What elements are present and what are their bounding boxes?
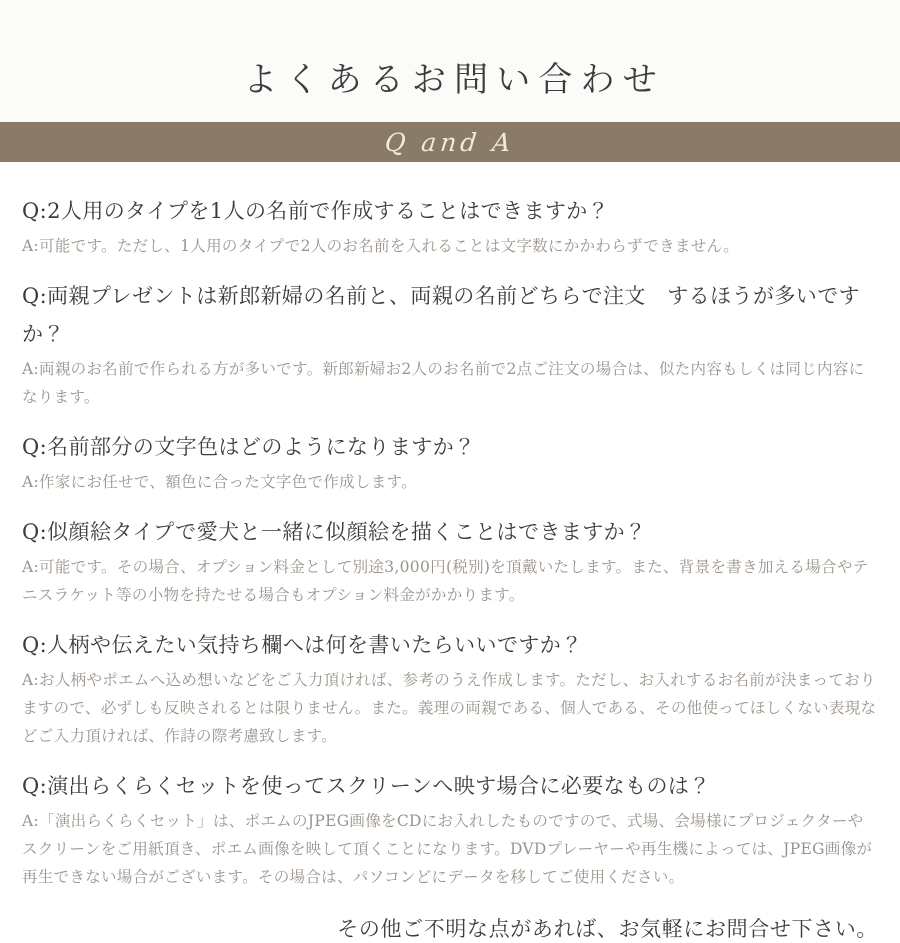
faq-item	[22, 513, 878, 609]
faq-item	[22, 767, 878, 891]
qa-banner-label: Q and A	[383, 127, 517, 157]
faq-question: Q:2人用のタイプを1人の名前で作成することはできますか？	[22, 199, 610, 223]
faq-item	[22, 626, 878, 750]
faq-item	[22, 277, 878, 411]
faq-question: Q:演出らくらくセットを使ってスクリーンへ映す場合に必要なものは？	[22, 774, 711, 798]
faq-question: Q:似顔絵タイプで愛犬と一緒に似顔絵を描くことはできますか？	[22, 520, 647, 544]
faq-answer: A:可能です。その場合、オプション料金として別途3,000円(税別)を頂戴いたします。また、背景を書き加える場合やテニスラケット等の小物を持たせる場合もオプション料金がかかります。	[22, 558, 869, 604]
faq-answer: A:両親のお名前で作られる方が多いです。新郎新婦お2人のお名前で2点ご注文の場合は、似た内容もしくは同じ内容になります。	[22, 360, 865, 406]
faq-answer: A:作家にお任せで、額色に合った文字色で作成します。	[22, 473, 417, 491]
faq-item	[22, 192, 878, 260]
page-title: よくあるお問い合わせ	[243, 60, 665, 100]
faq-answer: A:可能です。ただし、1人用のタイプで2人のお名前を入れることは文字数にかかわらずできません。	[22, 237, 740, 255]
qa-banner	[0, 122, 900, 162]
faq-question: Q:両親プレゼントは新郎新婦の名前と、両親の名前どちらで注文 するほうが多いですか？	[22, 284, 861, 346]
contact-note: その他ご不明な点があれば、お気軽にお問合せ下さい。	[337, 917, 878, 941]
faq-list	[0, 162, 900, 943]
faq-question: Q:名前部分の文字色はどのようになりますか？	[22, 435, 476, 459]
faq-answer: A:「演出らくらくセット」は、ポエムのJPEG画像をCDにお入れしたものですので、式場、会場様にプロジェクターやスクリーンをご用紙頂き、ポエム画像を映して頂くことになります。DVDプレーヤーや再生機によっては、JPEG画像が再生できない場合がございます。その場合は、パソコンどにデータを移してご使用ください。	[22, 812, 873, 886]
faq-item	[22, 428, 878, 496]
faq-answer: A:お人柄やポエムへ込め想いなどをご入力頂ければ、参考のうえ作成します。ただし、お入れするお名前が決まっておりますので、必ずしも反映されるとは限りません。また。義理の両親である、個人である、その他使ってほしくない表現などご入力頂ければ、作詩の際考慮致します。	[22, 671, 877, 745]
page-header	[0, 0, 900, 162]
faq-question: Q:人柄や伝えたい気持ち欄へは何を書いたらいいですか？	[22, 633, 583, 657]
